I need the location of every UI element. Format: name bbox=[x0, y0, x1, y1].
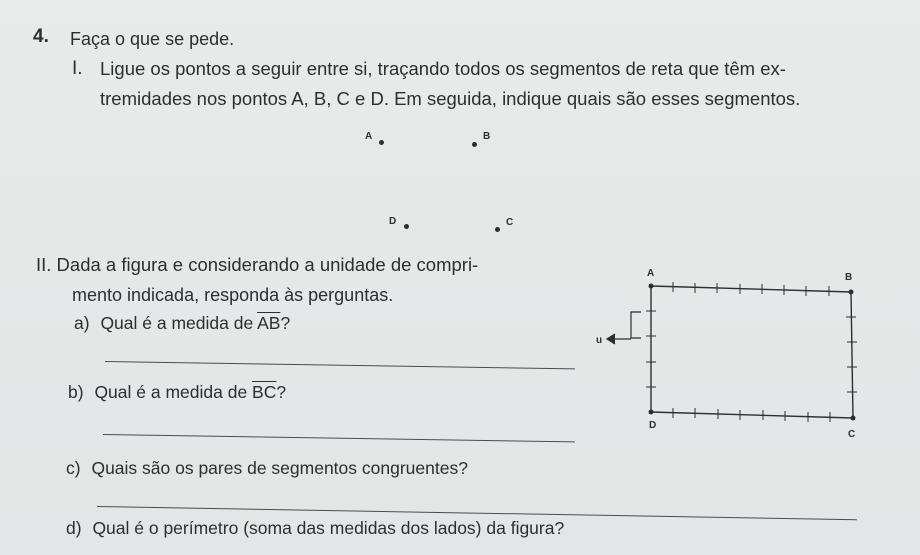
sub-a-suffix: ? bbox=[280, 313, 291, 333]
sub-a-segment: $\overline{AB}$ bbox=[257, 313, 281, 333]
answer-line-b[interactable] bbox=[103, 434, 575, 442]
unit-label: u bbox=[596, 335, 603, 346]
sub-d-prefix: d) bbox=[66, 518, 82, 538]
sub-b-text: Qual é a medida de bbox=[94, 382, 253, 402]
figure-label-a: A bbox=[647, 268, 655, 279]
point-d-dot bbox=[404, 224, 409, 229]
point-d-label: D bbox=[389, 216, 397, 227]
sub-question-d bbox=[66, 518, 564, 539]
rectangle-figure bbox=[585, 262, 875, 447]
point-a-label: A bbox=[365, 131, 373, 142]
sub-c-text: Quais são os pares de segmentos congruentes? bbox=[91, 458, 468, 478]
item-ii-line-2: mento indicada, responda às perguntas. bbox=[72, 285, 394, 305]
point-c-dot bbox=[495, 227, 500, 232]
sub-b-suffix: ? bbox=[276, 382, 287, 402]
point-b-dot bbox=[472, 142, 477, 147]
sub-question-a bbox=[74, 313, 290, 334]
sub-question-c bbox=[66, 458, 468, 479]
item-i-instruction-line-2: tremidades nos pontos A, B, C e D. Em seguida, indique quais são esses segmentos. bbox=[100, 88, 801, 109]
point-a-dot bbox=[379, 140, 384, 145]
unit-bracket bbox=[631, 312, 641, 338]
vertex-c-dot bbox=[851, 416, 856, 421]
item-i-number: I. bbox=[72, 58, 83, 79]
sub-b-segment: $\overline{BC}$ bbox=[252, 382, 277, 402]
sub-a-prefix: a) bbox=[74, 313, 90, 333]
sub-a-text: Qual é a medida de bbox=[100, 313, 258, 333]
side-dc bbox=[651, 412, 853, 418]
point-c-label: C bbox=[506, 217, 514, 228]
sub-c-prefix: c) bbox=[66, 458, 81, 478]
point-b-label: B bbox=[483, 131, 491, 142]
sub-d-text: Qual é o perímetro (soma das medidas dos lados) da figura? bbox=[92, 518, 565, 538]
item-ii-line-1: II. Dada a figura e considerando a unidade de compri- bbox=[36, 254, 479, 275]
answer-line-a[interactable] bbox=[105, 361, 575, 369]
vertex-b-dot bbox=[849, 290, 854, 295]
sub-b-prefix: b) bbox=[68, 382, 84, 402]
question-title: Faça o que se pede. bbox=[70, 29, 235, 49]
vertex-a-dot bbox=[649, 284, 654, 289]
figure-label-b: B bbox=[845, 272, 853, 283]
side-ab bbox=[651, 286, 851, 292]
unit-arrow bbox=[607, 334, 631, 344]
sub-question-b bbox=[68, 382, 286, 403]
question-number: 4. bbox=[33, 26, 49, 47]
figure-label-c: C bbox=[848, 429, 856, 440]
item-i-instruction-line-1: Ligue os pontos a seguir entre si, traçando todos os segmentos de reta que têm ex- bbox=[100, 58, 786, 79]
vertex-d-dot bbox=[649, 410, 654, 415]
figure-label-d: D bbox=[649, 420, 657, 431]
side-bc bbox=[851, 292, 853, 418]
